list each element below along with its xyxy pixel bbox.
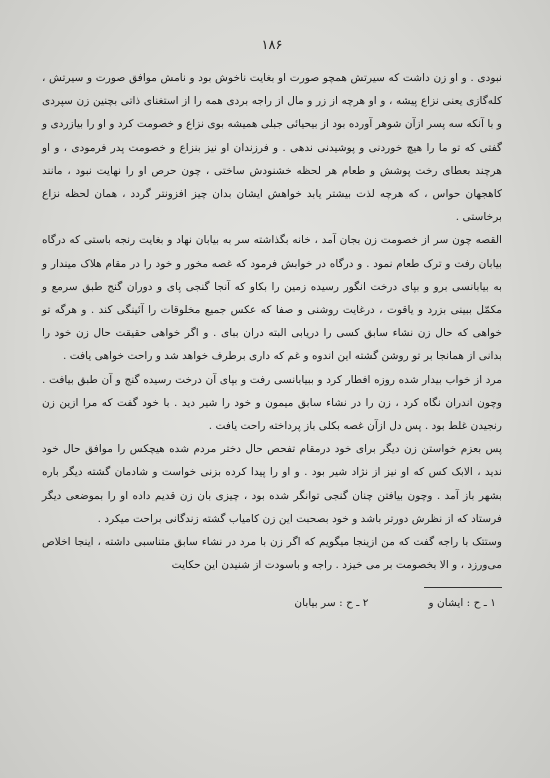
main-text xyxy=(42,67,502,577)
footnote-separator xyxy=(424,587,502,588)
paragraph-2: القصه چون سر از خصومت زن بجان آمد ، خانه بگذاشته سر به بیابان نهاد و بغایت رنجه باستی که درگاه بیابان رفت و ترک طعام نمود . و درگاه در خوابش فرمود که غصه مخور و خود را در مقام هلاک میندار و به بیابانسی برو و بپای درخت انگور رسیده زمین را بکاو که آنجا گنجی پای و دوران گنج طبق سرمع و مکمّل ببینی بزرد و یاقوت ، درغایت روشنی و صفا که عکس جمیع مخلوقات را آئینگی کند . و هرگه تو خواهی که حال زن نشاء سابق کسی را دریابی البته دران ببای . و اگر خواهی حقیقت حال زن خود را بدانی از همانجا بر تو روشن گشته این اندوه و غم که داری برطرف خواهد شد و راحت خواهی یافت . xyxy=(42,234,502,363)
footnotes xyxy=(42,594,502,612)
paragraph-4: پس بعزم خواستن زن دیگر برای خود درمقام تفحص حال دختر مردم شده هیچکس را موافق حال خود ندید ، الابک کس که او نیز از نژاد شیر بود . و او را پیدا کرده بزنی خواست و شادمان گشته دیگر باره بشهر باز آمد . وچون بیافتن چنان گنجی توانگر شده بود ، چیزی بان زن قدیم داده او را بموضعی دیگر فرستاد که از نظرش دورتر باشد و خود بصحبت این زن کامیاب گشته زندگانی براحت میکرد . xyxy=(42,443,502,525)
page-number: ۱۸۶ xyxy=(261,38,283,53)
paragraph-1: نبودی . و او زن داشت که سیرتش همچو صورت او بغایت ناخوش بود و نامش موافق صورت و سیرتش ، کله‌گازی یعنی نزاع پیشه ، و او هرچه از زر و مال از راجه بردی همه را از استغنای ذاتی بچنین زن سپردی و با آنکه سه پسر ازآن شوهر آورده بود از بیحیائی جبلی همیشه بوی نزاع و خصومت کرد و او را بیازردی و گفتی که تو ما را هیچ خوردنی و پوشیدنی ندهی . و فرزندان او نیز بنزاع و خصومت پدر فرمودی ، و او هرچند بعطای رخت پوشش و طعام هر لحظه خشنودش ساختی ، چون حرص او را نهایت نبود ، مانند کاهجهان حواس ، که هرچه لذت بیشتر یابد خواهش ایشان بدان چیز افزونتر گردد ، همان لحظه نزاع برخاستی . xyxy=(42,72,502,224)
footnote-2: ۲ ـ ح : سر بیابان xyxy=(294,597,369,610)
footnote-1: ۱ ـ ح : ایشان و xyxy=(428,597,496,610)
paragraph-5: وستتک با راجه گفت که من ازینجا میگویم که اگر زن با مرد در نشاء سابق متناسبی داشته ، اینجا اخلاص می‌ورزد ، و الا بخصومت بر می خیزد . راجه و باسودت از شنیدن این حکایت xyxy=(42,536,502,572)
paragraph-3: مرد از خواب بیدار شده روزه افطار کرد و ببیابانسی رفت و بپای آن درخت رسیده گنج و آن طبق بیافت . وچون اندران نگاه کرد ، زن را در نشاء سابق میمون و خود را شیر دید . با خود گفت که مرا ازین زن رنجیدن غلط بود . پس دل ازآن غصه بکلی باز پرداخته راحت یافت . xyxy=(42,373,502,433)
